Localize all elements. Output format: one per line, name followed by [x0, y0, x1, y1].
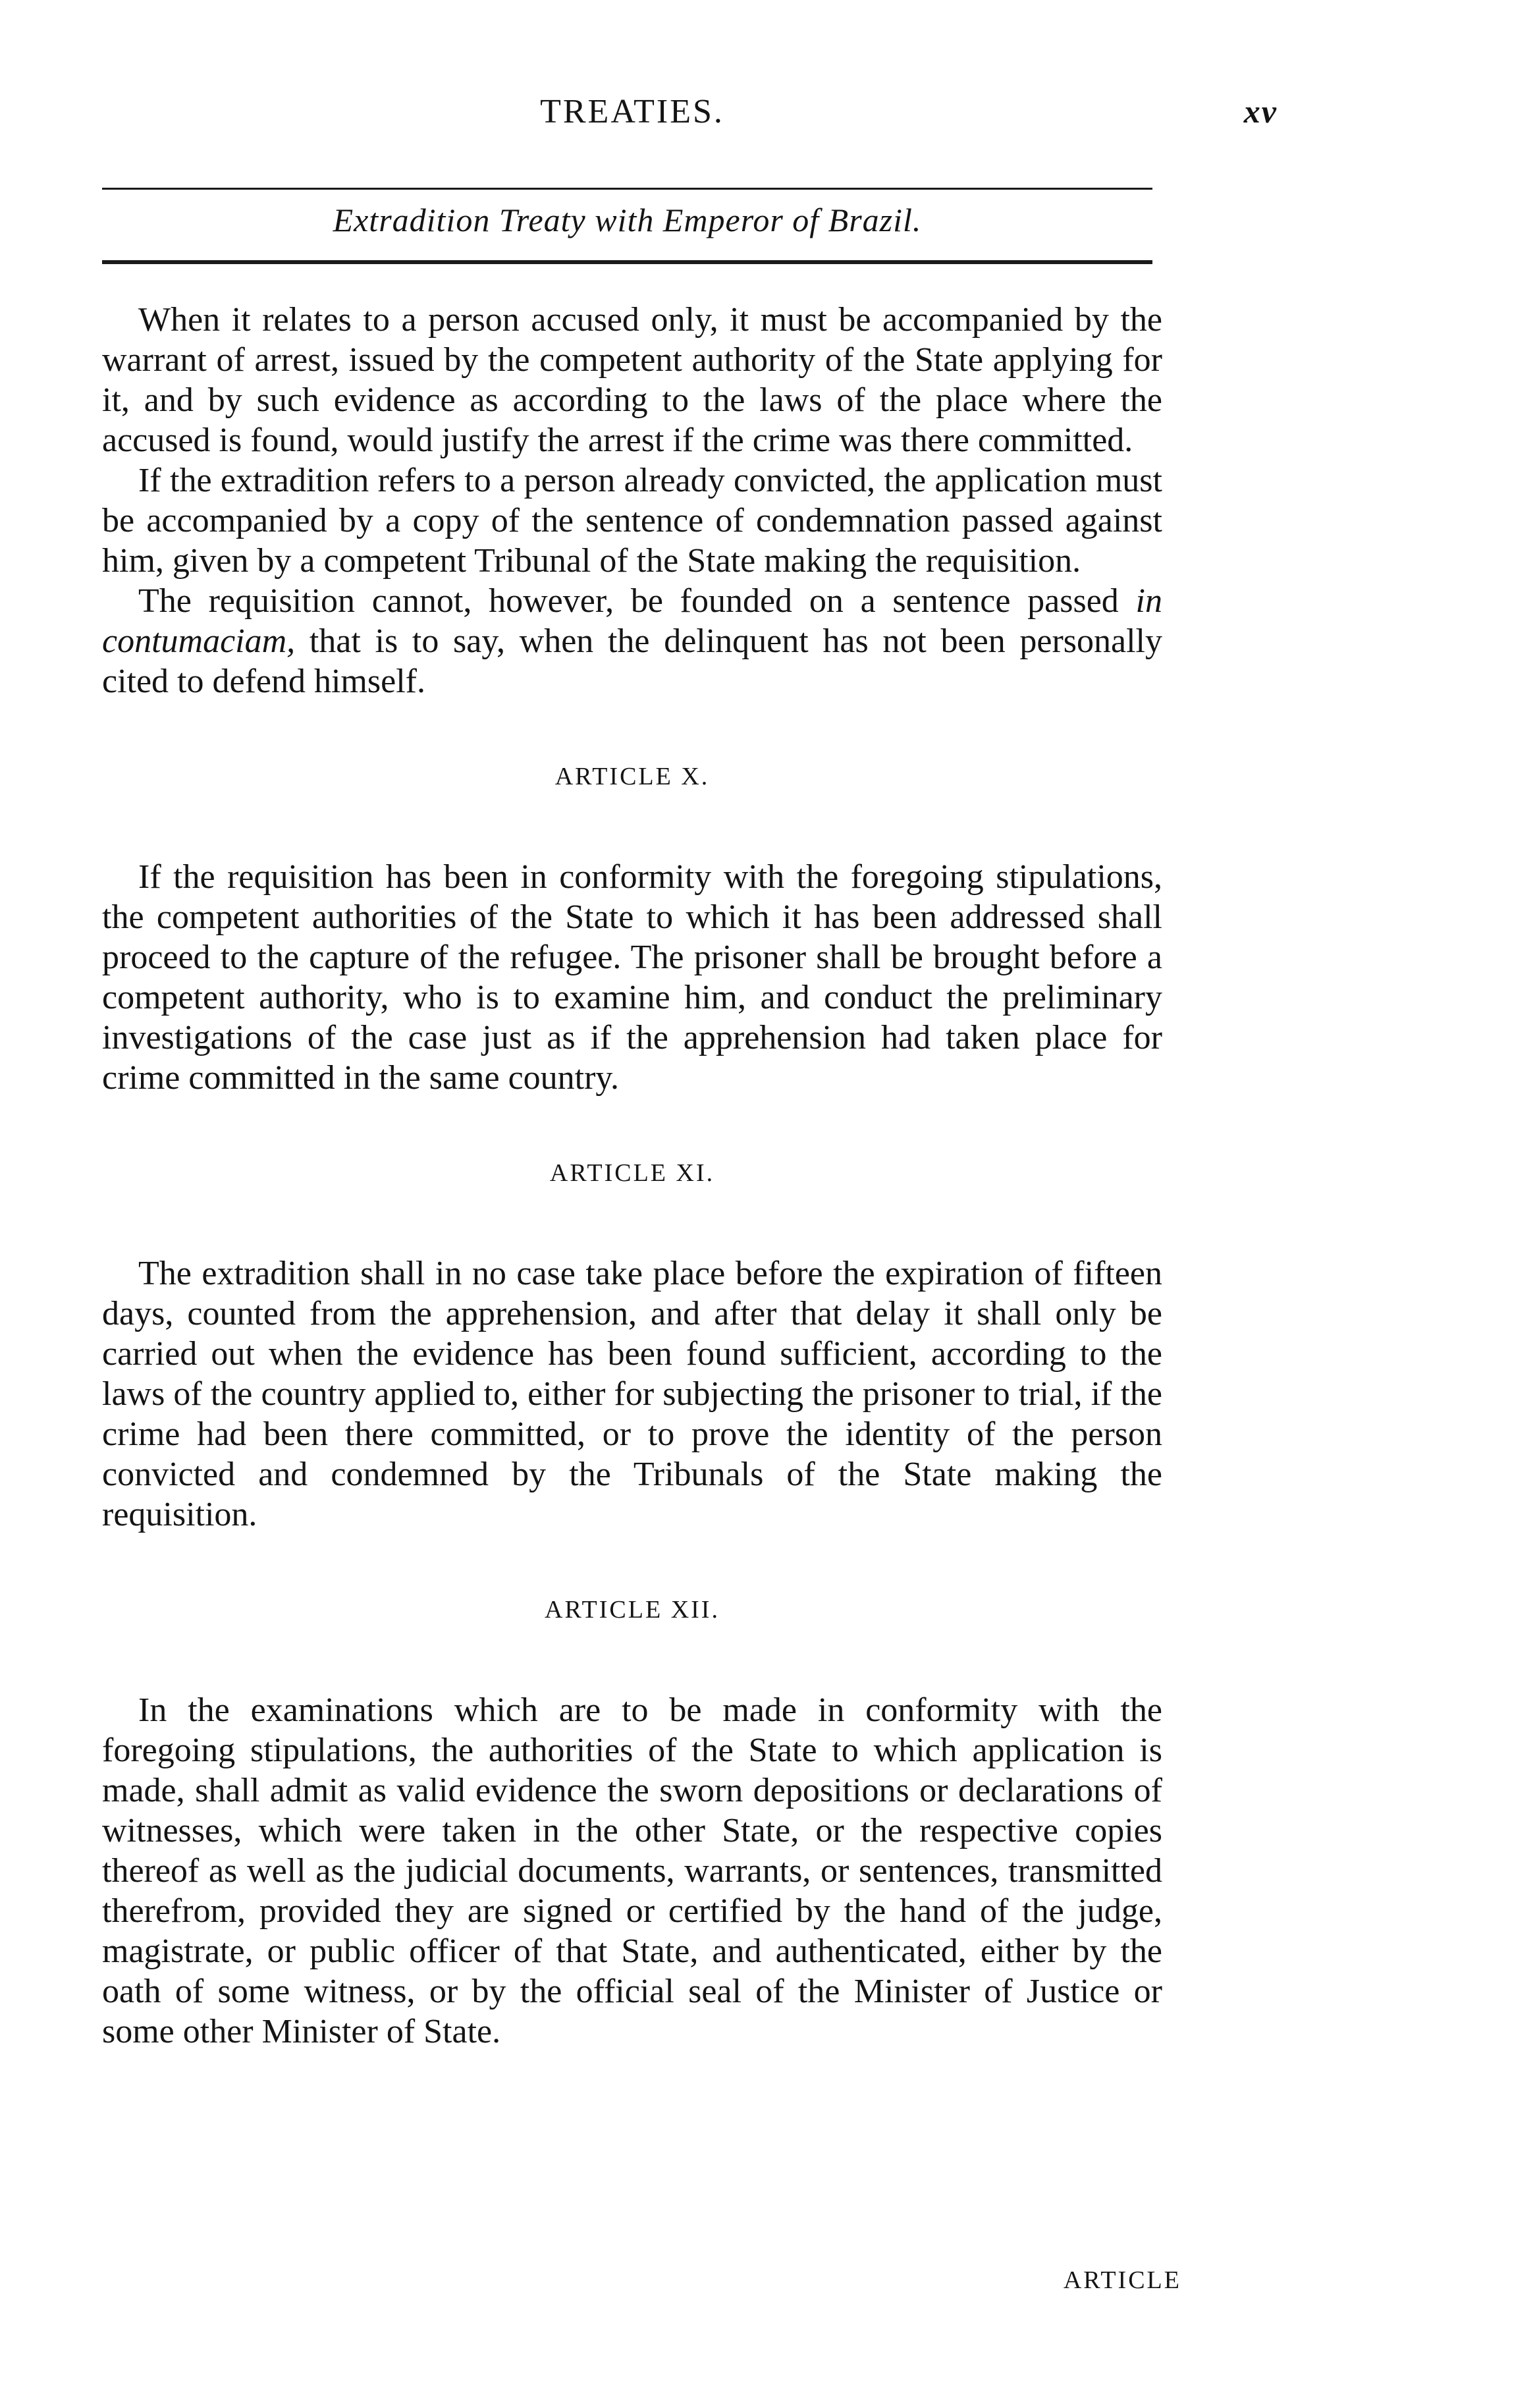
paragraph: If the requisition has been in conformity with the foregoing stipulations, the competent authorities of the State to which it has been addressed shall proceed to the capture of the refugee. The prisoner shall be brought before a competent authority, who is to examine him, and conduct the preliminary investigations of the case just as if the apprehension had taken place for crime committed in the same country.: [102, 858, 1162, 1097]
paragraph: When it relates to a person accused only, it must be accompanied by the warrant of arrest, issued by the competent authority of the State applying for it, and by such evidence as according to the laws of the place where the accused is found, would justify the arrest if the crime was there committed.: [102, 301, 1162, 459]
paragraph: The extradition shall in no case take place before the expiration of fifteen days, counted from the apprehension, and after that delay it shall only be carried out when the evidence has been found sufficient, according to the laws of the country applied to, either for subjecting the prisoner to trial, if the crime had been there committed, or to prove the identity of the person convicted and condemned by the Tribunals of the State making the requisition.: [102, 1255, 1162, 1533]
latin-phrase: in contumaciam,: [102, 582, 1162, 660]
running-title: TREATIES.: [540, 93, 724, 130]
article-heading: ARTICLE XII.: [545, 1596, 720, 1624]
article-heading: ARTICLE XI.: [549, 1159, 715, 1187]
top-rule: [102, 188, 1152, 190]
running-head: [102, 92, 1278, 145]
article-heading: ARTICLE X.: [554, 763, 710, 790]
paragraph-text: that is to say, when the delinquent has not been personally cited to defend himself.: [102, 622, 1162, 700]
paragraph-text: The requisition cannot, however, be founded on a sentence passed: [138, 582, 1136, 620]
paragraph: If the extradition refers to a person already convicted, the application must be accompanied by a copy of the sentence of condemnation passed against him, given by a competent Tribunal of the State making the requisition.: [102, 462, 1162, 580]
page-number: xv: [1243, 93, 1278, 130]
paragraph: [102, 581, 1162, 701]
catchword: ARTICLE: [1063, 2266, 1181, 2294]
body-text: [102, 300, 1162, 2052]
paragraph: In the examinations which are to be made in conformity with the foregoing stipulations, the authorities of the State to which application is made, shall admit as valid evidence the sworn depositions or declarations of witnesses, which were taken in the other State, or the respective copies thereof as well as the judicial documents, warrants, or sentences, transmitted therefrom, provided they are signed or certified by the hand of the judge, magistrate, or public officer of that State, and authenticated, either by the oath of some witness, or by the official seal of the Minister of Justice or some other Minister of State.: [102, 1691, 1162, 2050]
bottom-rule: [102, 260, 1152, 264]
section-subtitle: Extradition Treaty with Emperor of Brazil.: [333, 202, 922, 238]
